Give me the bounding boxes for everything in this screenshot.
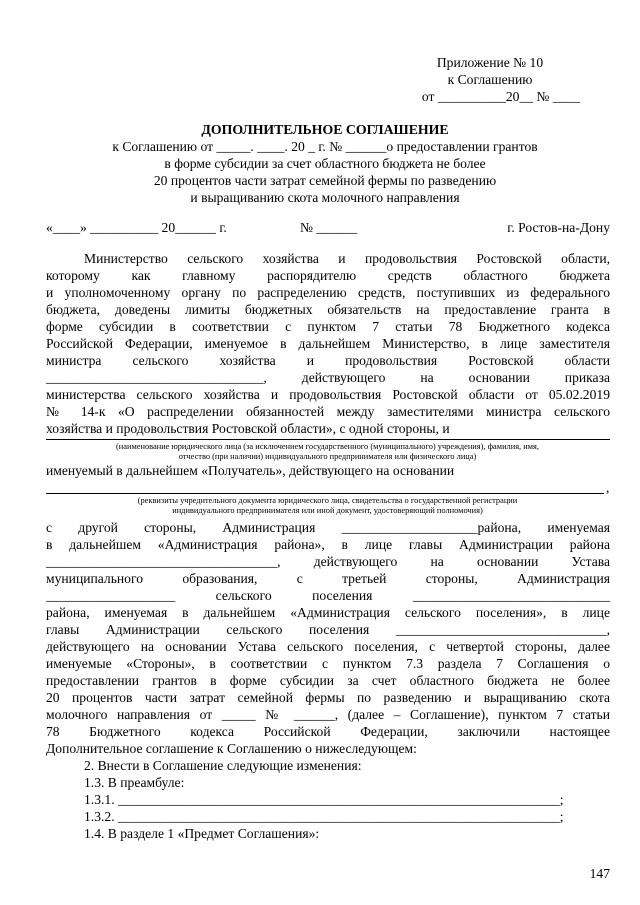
para2-line-8: действующего на основании Устава сельского поселения, с четвертой стороны, далее — [46, 639, 610, 654]
item-1-3: 1.3. В преамбуле: — [84, 775, 185, 790]
heading-line-2: в форме субсидии за счет областного бюджета не более — [164, 156, 486, 171]
note1-line-1: (наименование юридического лица (за исключением государственного (муниципального) учреждения), фамилия, имя, — [116, 442, 539, 451]
para2-line-6: района, именуемая в дальнейшем «Администрация сельского поселения», в лице — [46, 605, 610, 620]
para2-line-5: ___________________ сельского поселения _____________________________ — [46, 588, 610, 603]
item-1-3-2: 1.3.2. _________________________________________________________________; — [84, 809, 564, 824]
document-title: ДОПОЛНИТЕЛЬНОЕ СОГЛАШЕНИЕ — [201, 122, 449, 137]
blank-line-recipient-name — [46, 439, 610, 440]
blank-line-recipient-docs — [46, 493, 604, 494]
note2-line-1: (реквизиты учредительного документа юридического лица, свидетельства о государственной регистрации — [137, 496, 518, 505]
heading-line-3: 20 процентов части затрат семейной фермы по разведению — [153, 173, 497, 188]
para1-line-11: хозяйства и продовольствия Ростовской области», с одной стороны, и — [46, 421, 450, 436]
page-number: 147 — [589, 866, 610, 881]
item-1-3-1: 1.3.1. _________________________________________________________________; — [84, 792, 564, 807]
para1-line-3: и уполномоченному органу по распределению средств, поступивших из федерального — [46, 285, 610, 300]
item-1-4: 1.4. В разделе 1 «Предмет Соглашения»: — [84, 826, 320, 841]
heading-line-4: и выращиванию скота молочного направления — [190, 190, 460, 205]
agreement-city: г. Ростов-на-Дону — [507, 220, 610, 235]
appendix-line-3: от __________20__ № ____ — [421, 89, 580, 104]
recipient-line: именуемый в дальнейшем «Получатель», действующего на основании — [46, 463, 455, 478]
para1-line-6: Российской Федерации, именуемое в дальнейшем Министерство, в лице заместителя — [46, 336, 610, 351]
para2-line-10: предоставлении грантов в форме субсидии за счет областного бюджета не более — [46, 673, 610, 688]
para1-line-8: ________________________________, действующего на основании приказа — [46, 370, 610, 385]
item-2: 2. Внести в Соглашение следующие изменения: — [84, 758, 362, 773]
para2-line-1: с другой стороны, Администрация ____________________района, именуемая — [46, 520, 610, 535]
para1-line-9: министерства сельского хозяйства и продовольствия Ростовской области от 05.02.2019 — [46, 387, 610, 402]
para1-line-10: № 14-к «О распределении обязанностей между заместителями министра сельского — [46, 404, 610, 419]
para1-line-7: министра сельского хозяйства и продовольствия Ростовской области — [46, 353, 610, 368]
para2-line-2: в дальнейшем «Администрация района», в лице главы Администрации района — [46, 537, 610, 552]
para2-line-11: 20 процентов части затрат семейной фермы по разведению и выращиванию скота — [46, 690, 610, 705]
note1-line-2: отчество (при наличии) индивидуального предпринимателя или физического лица) — [178, 452, 477, 461]
appendix-line-1: Приложение № 10 — [436, 55, 544, 70]
para1-line-4: бюджета, доведены лимиты бюджетных обязательств на предоставление гранта в — [46, 302, 610, 317]
para1-line-5: форме субсидии в соответствии с пунктом 7 статьи 78 Бюджетного кодекса — [46, 319, 610, 334]
para2-line-13: 78 Бюджетного кодекса Российской Федерации, заключили настоящее — [46, 724, 610, 739]
para2-line-3: __________________________________, действующего на основании Устава — [46, 554, 610, 569]
agreement-number: № ______ — [300, 220, 358, 235]
para1-line-2: которому как главному распорядителю средств областного бюджета — [46, 268, 610, 283]
appendix-line-2: к Соглашению — [447, 72, 533, 87]
heading-line-1: к Соглашению от _____. ____. 20 _ г. № ______о предоставлении грантов — [112, 139, 538, 154]
para2-line-14: Дополнительное соглашение к Соглашению о нижеследующем: — [46, 741, 417, 756]
para2-line-7: главы Администрации сельского поселения _______________________________, — [46, 622, 610, 637]
para2-line-4: муниципального образования, с третьей стороны, Администрация — [46, 571, 610, 586]
para1-line-1: Министерство сельского хозяйства и продовольствия Ростовской области, — [84, 251, 610, 266]
blank-line-comma: , — [606, 480, 610, 495]
para2-line-12: молочного направления от _____ № ______, (далее – Соглашение), пунктом 7 статьи — [46, 707, 610, 722]
para2-line-9: именуемые «Стороны», в соответствии с пунктом 7.3 раздела 7 Соглашения о — [46, 656, 610, 671]
note2-line-2: индивидуального предпринимателя или иной документ, удостоверяющий полномочия) — [172, 506, 483, 515]
agreement-date: «____» __________ 20______ г. — [46, 220, 227, 235]
